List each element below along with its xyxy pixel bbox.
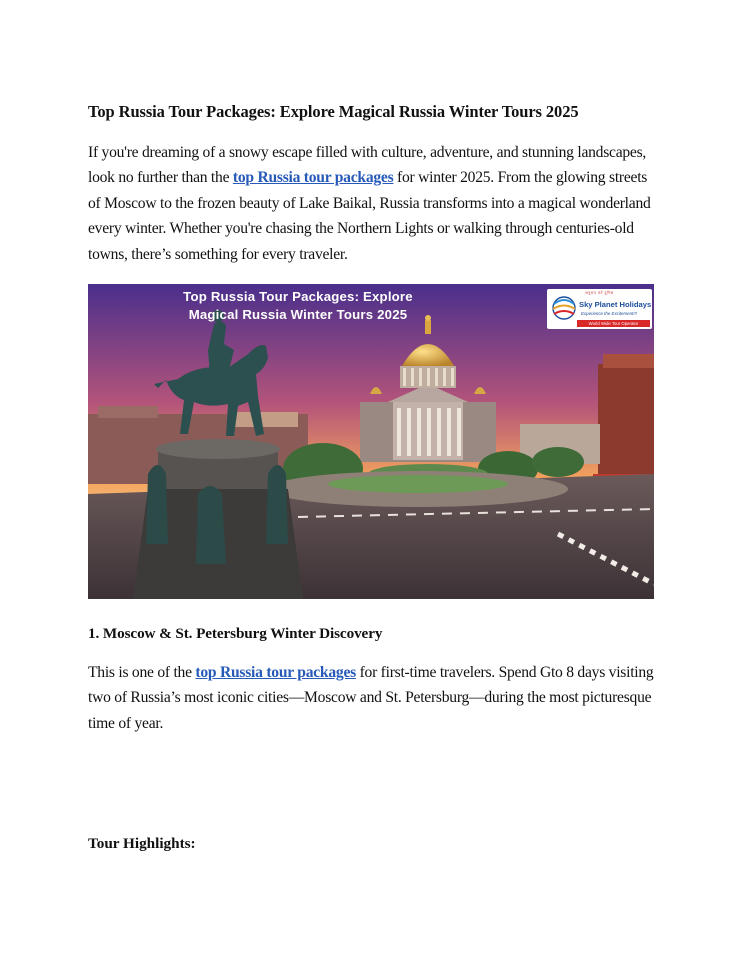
page-title: Top Russia Tour Packages: Explore Magical Russia Winter Tours 2025 (88, 102, 579, 121)
logo-name: Sky Planet Holidays (579, 300, 652, 309)
section1-text-after: for first-time travelers. Spend Gto 8 days visiting two of Russia’s most iconic cities—Moscow and St. Petersburg—during the most picturesque time of year. (88, 664, 654, 732)
logo-tagline: Experience the Excitement!!! (581, 311, 637, 316)
intro-text-before: If you're dreaming of a snowy escape filled with culture, adventure, and stunning landscapes, look no further than the (88, 144, 647, 187)
intro-text-after: for winter 2025. From the glowing streets of Moscow to the frozen beauty of Lake Baikal, Russia transforms into a magical wonderland every winter. Whether you're chasing the Northern Lights or walking through centuries-old towns, there’s something for every traveler. (88, 169, 651, 263)
hero-title (88, 288, 508, 324)
section-heading-1: 1. Moscow & St. Petersburg Winter Discovery (88, 625, 383, 642)
logo-top-text: अनुभव करें दुनिया (585, 291, 614, 295)
section1-text-before: This is one of the (88, 664, 196, 681)
globe-logo-icon (550, 292, 578, 326)
tour-highlights-heading: Tour Highlights: (88, 835, 196, 852)
hero-scene (88, 284, 654, 599)
section1-paragraph (88, 660, 658, 736)
hero-title-line2: Magical Russia Winter Tours 2025 (188, 307, 408, 322)
company-logo (547, 289, 652, 329)
hero-image (88, 284, 654, 599)
logo-band: World Wide Tour Operator (577, 320, 650, 327)
hero-title-line1: Top Russia Tour Packages: Explore (183, 289, 413, 304)
tour-packages-link-2[interactable]: top Russia tour packages (195, 664, 356, 681)
intro-paragraph (88, 140, 658, 267)
tour-packages-link[interactable]: top Russia tour packages (232, 169, 394, 187)
